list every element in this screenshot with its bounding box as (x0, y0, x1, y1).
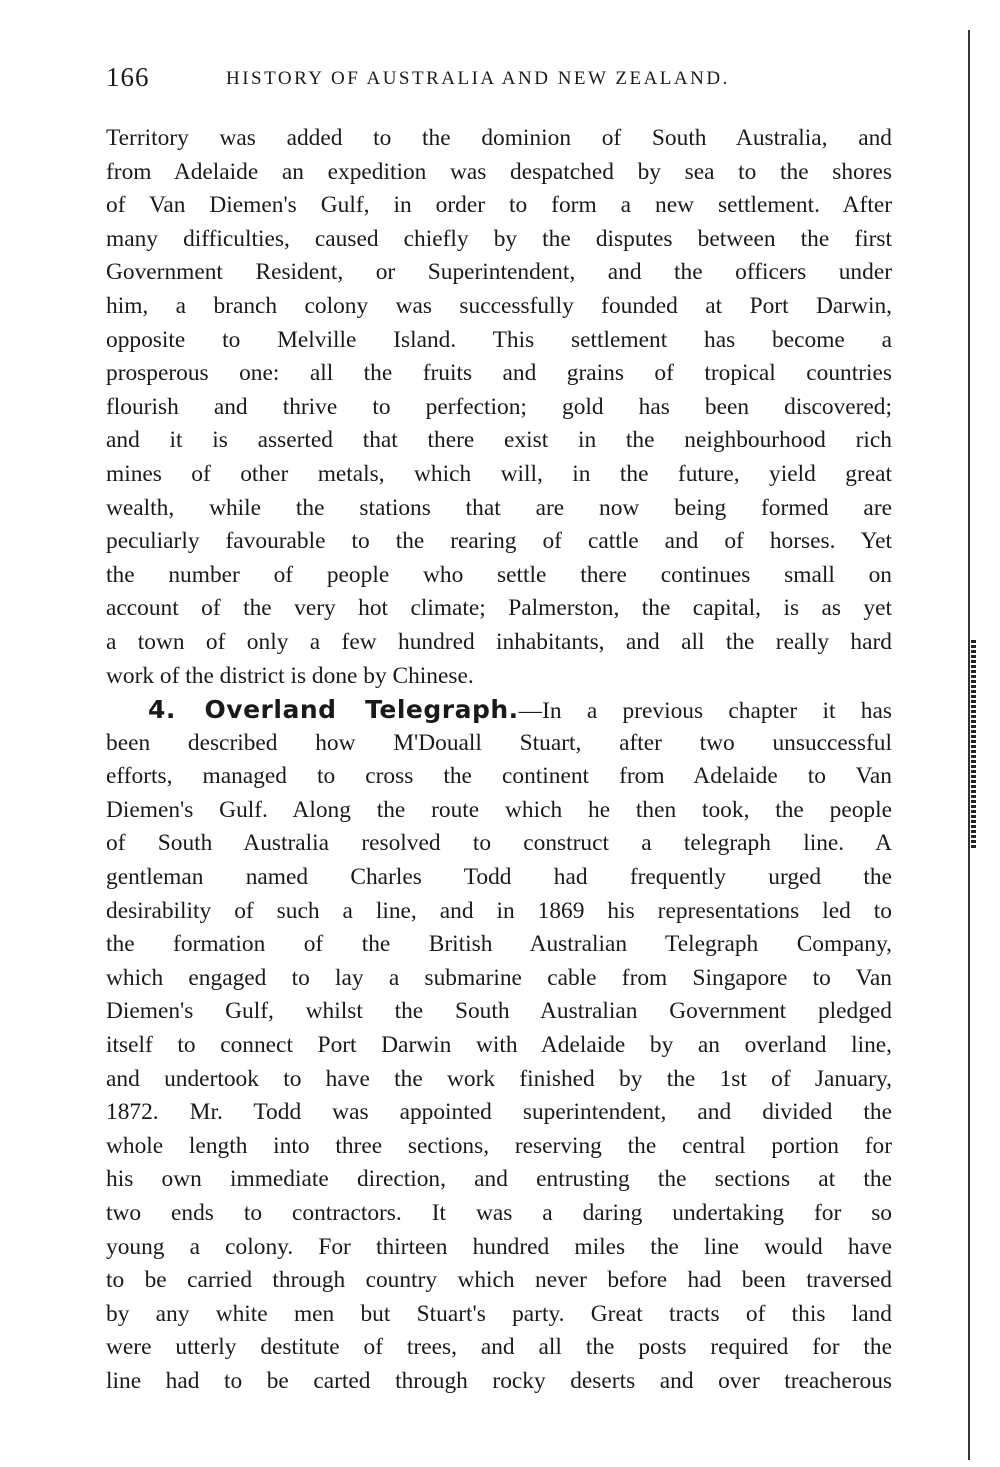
text-line: which engaged to lay a submarine cable from Singapore to Van (106, 964, 892, 991)
text-line: and it is asserted that there exist in the neighbourhood rich (106, 427, 892, 454)
text-line: of Van Diemen's Gulf, in order to form a new settlement. After (106, 192, 892, 219)
binding-shadow (971, 640, 976, 850)
paragraph-1 (106, 122, 892, 693)
paragraph-2 (106, 693, 892, 1398)
text-line: his own immediate direction, and entrusting the sections at the (106, 1166, 892, 1193)
text-line: young a colony. For thirteen hundred miles the line would have (106, 1233, 892, 1260)
text-line: Territory was added to the dominion of South Australia, and (106, 125, 892, 151)
text-line: 1872. Mr. Todd was appointed superintendent, and divided the (106, 1099, 892, 1126)
text-line: peculiarly favourable to the rearing of cattle and of horses. Yet (106, 528, 892, 555)
text-line: Government Resident, or Superintendent, and the officers under (106, 259, 892, 286)
running-title: HISTORY OF AUSTRALIA AND NEW ZEALAND. (226, 68, 730, 89)
text-line: Diemen's Gulf, whilst the South Australian Government pledged (106, 998, 892, 1025)
page-binding-edge (968, 30, 970, 1460)
text-line: Diemen's Gulf. Along the route which he then took, the people (106, 796, 892, 823)
text-line: flourish and thrive to perfection; gold has been discovered; (106, 393, 892, 420)
text-line: efforts, managed to cross the continent from Adelaide to Van (106, 763, 892, 790)
text-line: line had to be carted through rocky deserts and over treacherous (106, 1367, 892, 1394)
text-line: many difficulties, caused chiefly by the disputes between the first (106, 225, 892, 252)
text-line: a town of only a few hundred inhabitants, and all the really hard (106, 628, 892, 655)
page-header (106, 62, 896, 93)
text-line: mines of other metals, which will, in the future, yield great (106, 460, 892, 487)
text-line: two ends to contractors. It was a daring undertaking for so (106, 1200, 892, 1226)
text-line: account of the very hot climate; Palmerston, the capital, is as yet (106, 595, 892, 622)
text-line: work of the district is done by Chinese. (106, 662, 474, 689)
text-line: were utterly destitute of trees, and all the posts required for the (106, 1334, 892, 1361)
text-line: wealth, while the stations that are now being formed are (106, 494, 892, 521)
text-line: and undertook to have the work finished by the 1st of January, (106, 1065, 892, 1092)
text-line: itself to connect Port Darwin with Adelaide by an overland line, (106, 1032, 892, 1059)
text-line: from Adelaide an expedition was despatched by sea to the shores (106, 158, 892, 185)
section-first-line (106, 693, 892, 727)
text-line: prosperous one: all the fruits and grains of tropical countries (106, 360, 892, 387)
text-line: to be carried through country which never before had been traversed (106, 1267, 892, 1294)
text-line: desirability of such a line, and in 1869 his representations led to (106, 897, 892, 924)
text-line: been described how M'Douall Stuart, after two unsuccessful (106, 729, 892, 756)
text-line: the number of people who settle there continues small on (106, 561, 892, 588)
section-heading: 4. Overland Telegraph. (148, 695, 519, 725)
text-line: whole length into three sections, reserving the central portion for (106, 1132, 892, 1159)
page-body (106, 122, 892, 1399)
text-line: gentleman named Charles Todd had frequently urged the (106, 864, 892, 891)
section-lead-text: —In a previous chapter it has (518, 698, 892, 725)
text-line: by any white men but Stuart's party. Great tracts of this land (106, 1300, 892, 1327)
text-line: the formation of the British Australian Telegraph Company, (106, 931, 892, 958)
text-line: him, a branch colony was successfully founded at Port Darwin, (106, 292, 892, 319)
text-line: of South Australia resolved to construct a telegraph line. A (106, 830, 892, 857)
page-number: 166 (106, 62, 150, 92)
text-line: opposite to Melville Island. This settlement has become a (106, 326, 892, 353)
